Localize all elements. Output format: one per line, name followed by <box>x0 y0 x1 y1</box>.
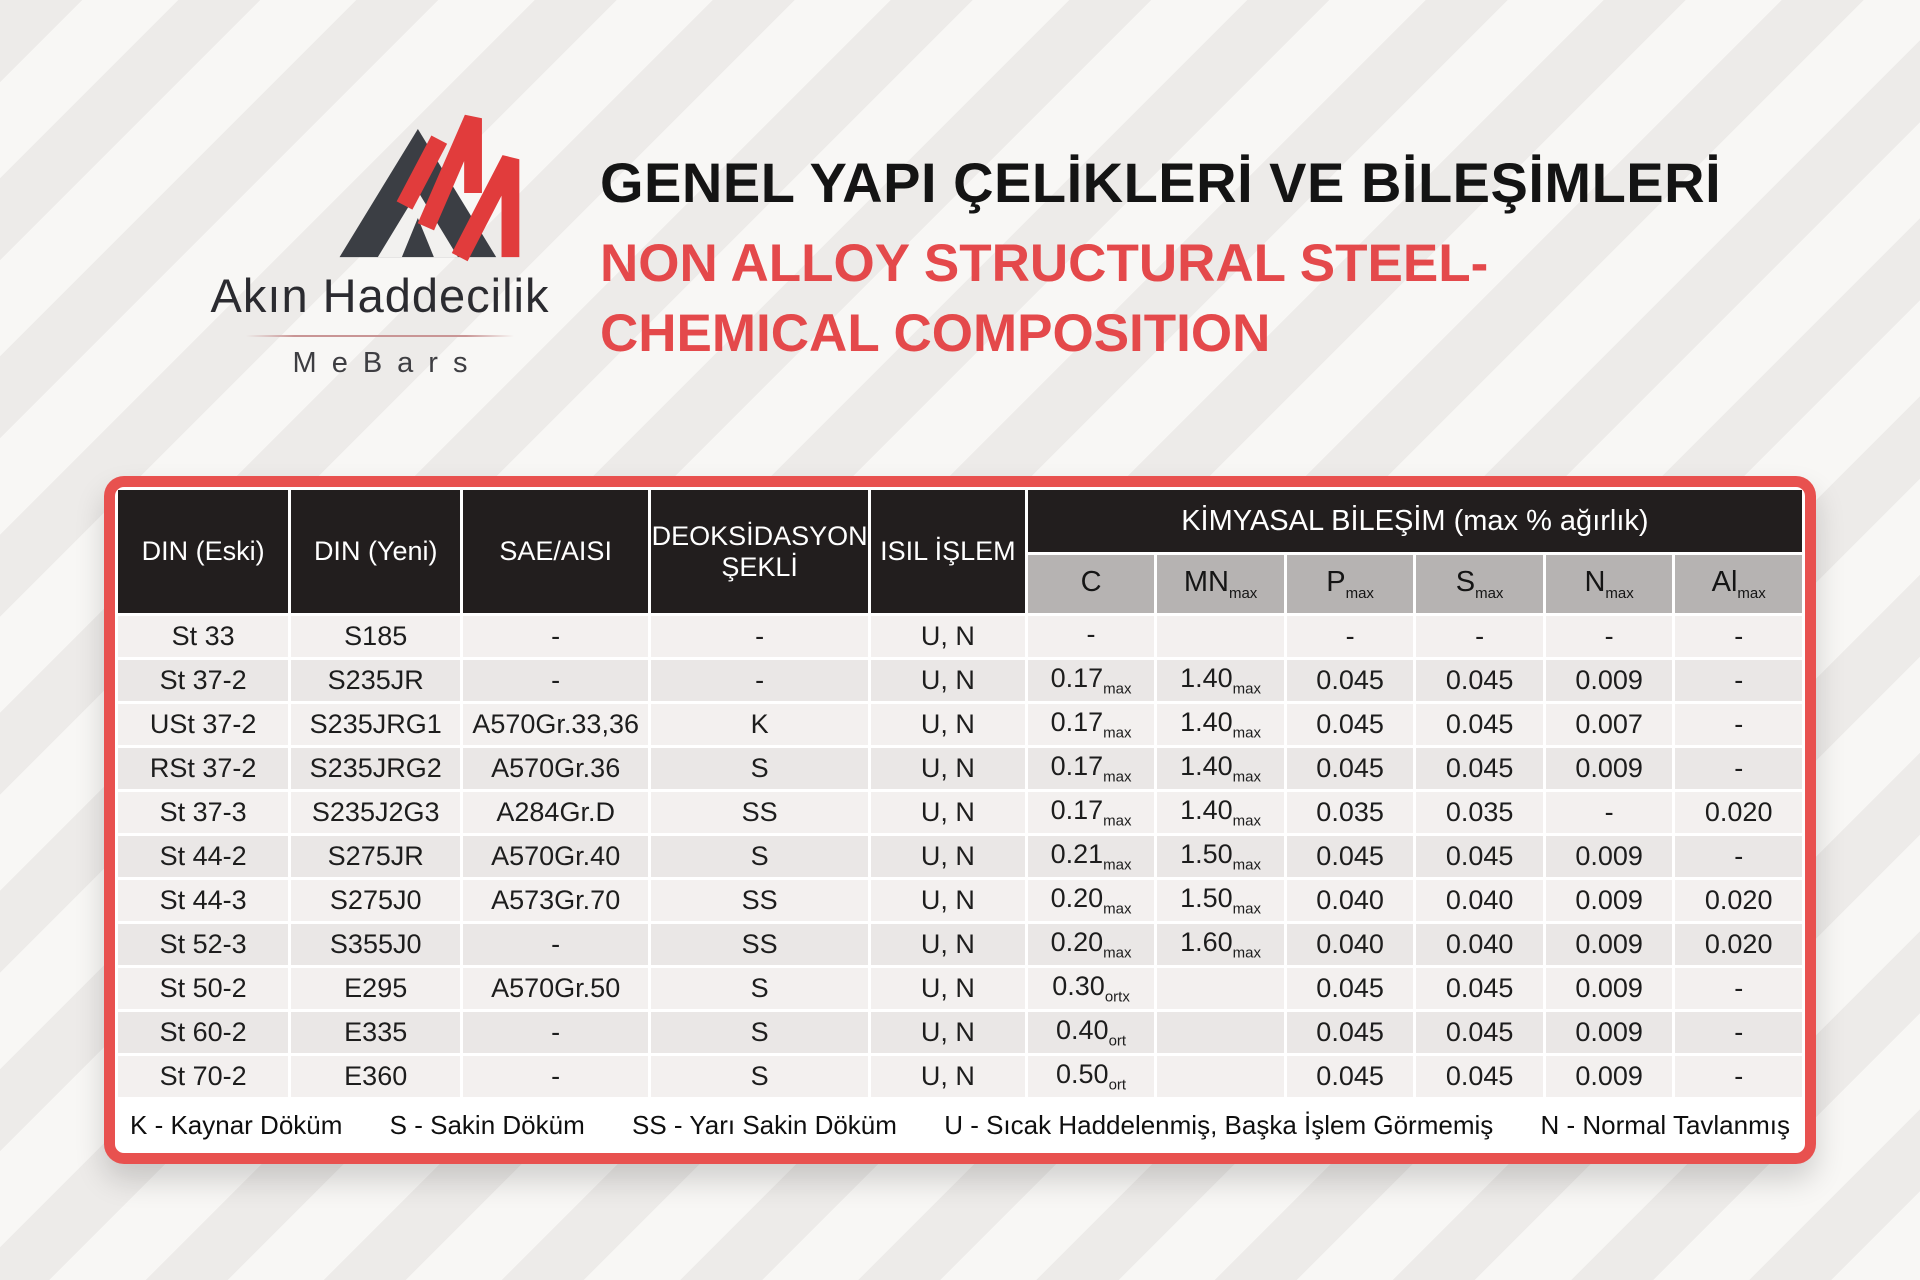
cell-isil-islem: U, N <box>871 1056 1025 1097</box>
cell-mn <box>1157 968 1284 1009</box>
legend-s: S - Sakin Döküm <box>389 1109 585 1140</box>
header-kimyasal-bilesim: KİMYASAL BİLEŞİM (max % ağırlık) <box>1028 490 1802 552</box>
cell-sae-aisi: A570Gr.36 <box>463 748 648 789</box>
cell-din-eski: St 37-2 <box>118 660 288 701</box>
cell-isil-islem: U, N <box>871 616 1025 657</box>
cell-p: 0.045 <box>1287 660 1414 701</box>
cell-al: 0.020 <box>1675 880 1802 921</box>
cell-n: 0.007 <box>1546 704 1673 745</box>
cell-din-eski: St 44-3 <box>118 880 288 921</box>
cell-p: - <box>1287 616 1414 657</box>
cell-deoksidasyon: - <box>651 616 868 657</box>
cell-c: $0.17_{max}$ <box>1028 704 1155 745</box>
cell-sae-aisi: A570Gr.40 <box>463 836 648 877</box>
header-din-yeni: DIN (Yeni) <box>291 490 460 613</box>
cell-p: 0.045 <box>1287 1056 1414 1097</box>
legend-k: K - Kaynar Döküm <box>130 1109 343 1140</box>
page-subtitle-line1: NON ALLOY STRUCTURAL STEEL- <box>600 234 1489 293</box>
cell-isil-islem: U, N <box>871 792 1025 833</box>
cell-al: - <box>1675 1056 1802 1097</box>
table-row <box>118 704 1802 745</box>
cell-s: 0.045 <box>1416 968 1543 1009</box>
cell-al: - <box>1675 660 1802 701</box>
cell-s: 0.045 <box>1416 660 1543 701</box>
cell-din-eski: St 60-2 <box>118 1012 288 1053</box>
cell-al: 0.020 <box>1675 924 1802 965</box>
cell-din-eski: St 44-2 <box>118 836 288 877</box>
cell-s: 0.035 <box>1416 792 1543 833</box>
cell-din-yeni: S355J0 <box>291 924 460 965</box>
cell-al: - <box>1675 704 1802 745</box>
cell-n: 0.009 <box>1546 836 1673 877</box>
table-row <box>118 1012 1802 1053</box>
cell-c: - <box>1028 616 1155 657</box>
cell-c: $0.21_{max}$ <box>1028 836 1155 877</box>
cell-din-eski: St 37-3 <box>118 792 288 833</box>
cell-din-yeni: S275J0 <box>291 880 460 921</box>
cell-deoksidasyon: SS <box>651 880 868 921</box>
cell-n: 0.009 <box>1546 1012 1673 1053</box>
cell-n: 0.009 <box>1546 660 1673 701</box>
cell-s: 0.045 <box>1416 836 1543 877</box>
legend-ss: SS - Yarı Sakin Döküm <box>632 1109 897 1140</box>
brand-name: Akın Haddecilik <box>210 269 550 322</box>
cell-n: 0.009 <box>1546 748 1673 789</box>
cell-sae-aisi: - <box>463 1012 648 1053</box>
header-mn-max: $MN_{max}$ <box>1157 555 1284 613</box>
table-row <box>118 968 1802 1009</box>
table-row <box>118 880 1802 921</box>
cell-p: 0.045 <box>1287 1012 1414 1053</box>
composition-table-frame <box>104 476 1816 1164</box>
cell-n: 0.009 <box>1546 880 1673 921</box>
cell-sae-aisi: - <box>463 616 648 657</box>
header-isil-islem: ISIL İŞLEM <box>871 490 1025 613</box>
cell-s: 0.040 <box>1416 880 1543 921</box>
cell-deoksidasyon: SS <box>651 792 868 833</box>
cell-mn: $1.60_{max}$ <box>1157 924 1284 965</box>
cell-sae-aisi: A573Gr.70 <box>463 880 648 921</box>
cell-al: - <box>1675 836 1802 877</box>
cell-n: - <box>1546 616 1673 657</box>
cell-n: 0.009 <box>1546 968 1673 1009</box>
akin-haddecilik-logo-icon <box>313 88 553 266</box>
table-row <box>118 1056 1802 1097</box>
page-subtitle-line2: CHEMICAL COMPOSITION <box>600 303 1271 363</box>
cell-al: - <box>1675 1012 1802 1053</box>
title-block <box>600 150 1721 369</box>
cell-mn: $1.40_{max}$ <box>1157 704 1284 745</box>
cell-din-yeni: E360 <box>291 1056 460 1097</box>
header-din-eski: DIN (Eski) <box>118 490 288 613</box>
table-row <box>118 660 1802 701</box>
legend-row <box>118 1100 1802 1150</box>
cell-al: - <box>1675 616 1802 657</box>
cell-s: 0.045 <box>1416 1056 1543 1097</box>
cell-din-eski: St 52-3 <box>118 924 288 965</box>
cell-sae-aisi: A284Gr.D <box>463 792 648 833</box>
legend-n: N - Normal Tavlanmış <box>1540 1109 1790 1140</box>
composition-table <box>115 487 1805 1153</box>
table-row <box>118 792 1802 833</box>
cell-din-yeni: S235JR <box>291 660 460 701</box>
cell-isil-islem: U, N <box>871 880 1025 921</box>
cell-s: 0.045 <box>1416 704 1543 745</box>
cell-din-eski: USt 37-2 <box>118 704 288 745</box>
cell-din-yeni: E335 <box>291 1012 460 1053</box>
cell-s: 0.045 <box>1416 1012 1543 1053</box>
cell-c: $0.17_{max}$ <box>1028 748 1155 789</box>
table-row <box>118 836 1802 877</box>
cell-mn: $1.40_{max}$ <box>1157 748 1284 789</box>
cell-deoksidasyon: S <box>651 748 868 789</box>
cell-deoksidasyon: SS <box>651 924 868 965</box>
cell-al: - <box>1675 748 1802 789</box>
cell-s: - <box>1416 616 1543 657</box>
header-s-max: $S_{max}$ <box>1416 555 1543 613</box>
cell-deoksidasyon: S <box>651 968 868 1009</box>
brand-logo-block <box>185 88 575 380</box>
cell-din-eski: St 50-2 <box>118 968 288 1009</box>
cell-al: - <box>1675 968 1802 1009</box>
cell-isil-islem: U, N <box>871 1012 1025 1053</box>
cell-deoksidasyon: S <box>651 836 868 877</box>
cell-din-yeni: S275JR <box>291 836 460 877</box>
brand-divider <box>246 335 514 337</box>
cell-n: 0.009 <box>1546 924 1673 965</box>
cell-din-eski: St 70-2 <box>118 1056 288 1097</box>
cell-p: 0.040 <box>1287 880 1414 921</box>
cell-isil-islem: U, N <box>871 704 1025 745</box>
cell-sae-aisi: - <box>463 1056 648 1097</box>
header-c: C <box>1028 555 1155 613</box>
cell-mn <box>1157 1056 1284 1097</box>
cell-din-yeni: S235JRG1 <box>291 704 460 745</box>
cell-p: 0.045 <box>1287 748 1414 789</box>
cell-mn <box>1157 616 1284 657</box>
cell-s: 0.040 <box>1416 924 1543 965</box>
brand-subtitle: MeBars <box>292 347 483 379</box>
cell-deoksidasyon: K <box>651 704 868 745</box>
cell-p: 0.035 <box>1287 792 1414 833</box>
cell-din-yeni: E295 <box>291 968 460 1009</box>
cell-din-yeni: S235JRG2 <box>291 748 460 789</box>
cell-isil-islem: U, N <box>871 924 1025 965</box>
cell-c: $0.20_{max}$ <box>1028 880 1155 921</box>
cell-din-eski: RSt 37-2 <box>118 748 288 789</box>
cell-mn: $1.40_{max}$ <box>1157 660 1284 701</box>
cell-sae-aisi: - <box>463 924 648 965</box>
header-deoksidasyon-sekli: DEOKSİDASYON ŞEKLİ <box>651 490 868 613</box>
table-row <box>118 924 1802 965</box>
cell-isil-islem: U, N <box>871 748 1025 789</box>
cell-sae-aisi: - <box>463 660 648 701</box>
cell-p: 0.045 <box>1287 836 1414 877</box>
cell-p: 0.040 <box>1287 924 1414 965</box>
page-title: GENEL YAPI ÇELİKLERİ VE BİLEŞİMLERİ <box>600 151 1722 214</box>
cell-din-yeni: S185 <box>291 616 460 657</box>
cell-sae-aisi: A570Gr.50 <box>463 968 648 1009</box>
cell-c: $0.30_{ortx}$ <box>1028 968 1155 1009</box>
cell-sae-aisi: A570Gr.33,36 <box>463 704 648 745</box>
cell-al: 0.020 <box>1675 792 1802 833</box>
header-sae-aisi: SAE/AISI <box>463 490 648 613</box>
cell-din-eski: St 33 <box>118 616 288 657</box>
cell-mn: $1.40_{max}$ <box>1157 792 1284 833</box>
cell-c: $0.50_{ort}$ <box>1028 1056 1155 1097</box>
cell-isil-islem: U, N <box>871 836 1025 877</box>
cell-isil-islem: U, N <box>871 968 1025 1009</box>
header-al-max: $Al_{max}$ <box>1675 555 1802 613</box>
cell-deoksidasyon: S <box>651 1056 868 1097</box>
cell-n: 0.009 <box>1546 1056 1673 1097</box>
cell-n: - <box>1546 792 1673 833</box>
cell-s: 0.045 <box>1416 748 1543 789</box>
cell-c: $0.20_{max}$ <box>1028 924 1155 965</box>
legend-u: U - Sıcak Haddelenmiş, Başka İşlem Görmemiş <box>944 1109 1494 1140</box>
cell-din-yeni: S235J2G3 <box>291 792 460 833</box>
cell-deoksidasyon: - <box>651 660 868 701</box>
header-n-max: $N_{max}$ <box>1546 555 1673 613</box>
cell-c: $0.17_{max}$ <box>1028 660 1155 701</box>
table-row <box>118 748 1802 789</box>
table-row <box>118 616 1802 657</box>
cell-mn <box>1157 1012 1284 1053</box>
cell-p: 0.045 <box>1287 704 1414 745</box>
cell-isil-islem: U, N <box>871 660 1025 701</box>
cell-mn: $1.50_{max}$ <box>1157 880 1284 921</box>
header-p-max: $P_{max}$ <box>1287 555 1414 613</box>
cell-p: 0.045 <box>1287 968 1414 1009</box>
cell-c: $0.17_{max}$ <box>1028 792 1155 833</box>
cell-c: $0.40_{ort}$ <box>1028 1012 1155 1053</box>
cell-deoksidasyon: S <box>651 1012 868 1053</box>
cell-mn: $1.50_{max}$ <box>1157 836 1284 877</box>
